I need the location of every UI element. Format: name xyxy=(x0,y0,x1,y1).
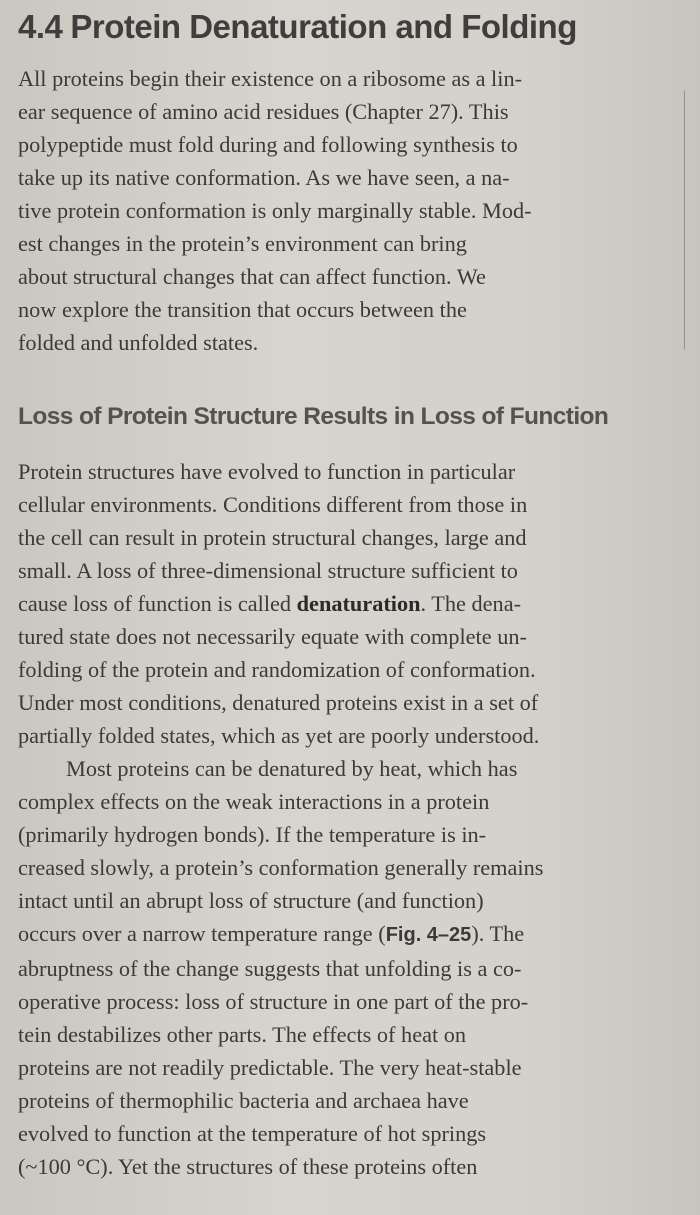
text-line: folding of the protein and randomization of conformation. xyxy=(18,657,536,682)
text-line: tein destabilizes other parts. The effects of heat on xyxy=(18,1022,467,1047)
text-segment: . The dena- xyxy=(420,591,522,616)
text-line: partially folded states, which as yet are poorly understood. xyxy=(18,723,540,748)
text-line xyxy=(18,587,543,620)
text-line: proteins of thermophilic bacteria and archaea have xyxy=(18,1088,469,1113)
text-line: tive protein conformation is only marginally stable. Mod- xyxy=(18,198,532,223)
text-line: creased slowly, a protein’s conformation generally remains xyxy=(18,855,544,880)
intro-paragraph xyxy=(18,62,532,359)
text-segment: cause loss of function is called xyxy=(18,591,297,616)
figure-reference: Fig. 4–25 xyxy=(385,924,472,946)
text-line: All proteins begin their existence on a ribosome as a lin- xyxy=(18,66,523,91)
text-line: cellular environments. Conditions different from those in xyxy=(18,492,528,517)
text-segment: ). The xyxy=(471,921,525,946)
text-line: evolved to function at the temperature of hot springs xyxy=(18,1121,487,1146)
text-line: (primarily hydrogen bonds). If the temperature is in- xyxy=(18,822,487,847)
text-line: tured state does not necessarily equate with complete un- xyxy=(18,624,527,649)
text-line xyxy=(18,917,543,952)
text-line: Most proteins can be denatured by heat, which has xyxy=(66,756,518,781)
text-line: intact until an abrupt loss of structure (and function) xyxy=(18,888,484,913)
text-line: est changes in the protein’s environment can bring xyxy=(18,231,467,256)
text-line: abruptness of the change suggests that unfolding is a co- xyxy=(18,956,522,981)
text-line: Under most conditions, denatured proteins exist in a set of xyxy=(18,690,539,715)
text-line: operative process: loss of structure in one part of the pro- xyxy=(18,989,529,1014)
text-line: the cell can result in protein structural changes, large and xyxy=(18,525,527,550)
text-segment: occurs over a narrow temperature range ( xyxy=(18,921,386,946)
text-line: polypeptide must fold during and following synthesis to xyxy=(18,132,518,157)
text-line: small. A loss of three-dimensional structure sufficient to xyxy=(18,558,518,583)
text-line: now explore the transition that occurs between the xyxy=(18,297,467,322)
text-line: folded and unfolded states. xyxy=(18,330,259,355)
text-line: take up its native conformation. As we have seen, a na- xyxy=(18,165,510,190)
text-line: proteins are not readily predictable. The very heat-stable xyxy=(18,1055,522,1080)
section-heading xyxy=(18,8,577,46)
section-title: Protein Denaturation and Folding xyxy=(70,8,577,45)
text-line: Protein structures have evolved to function in particular xyxy=(18,459,516,484)
subsection-heading: Loss of Protein Structure Results in Loss of Function xyxy=(18,403,609,430)
text-line: (~100 °C). Yet the structures of these proteins often xyxy=(18,1154,478,1179)
key-term-denaturation: denaturation xyxy=(296,591,421,616)
text-line: about structural changes that can affect function. We xyxy=(18,264,486,289)
section-number: 4.4 xyxy=(18,8,63,45)
text-line: complex effects on the weak interactions in a protein xyxy=(18,789,490,814)
text-line: ear sequence of amino acid residues (Chapter 27). This xyxy=(18,99,509,124)
margin-rule xyxy=(684,90,685,350)
body-text xyxy=(18,455,543,1183)
